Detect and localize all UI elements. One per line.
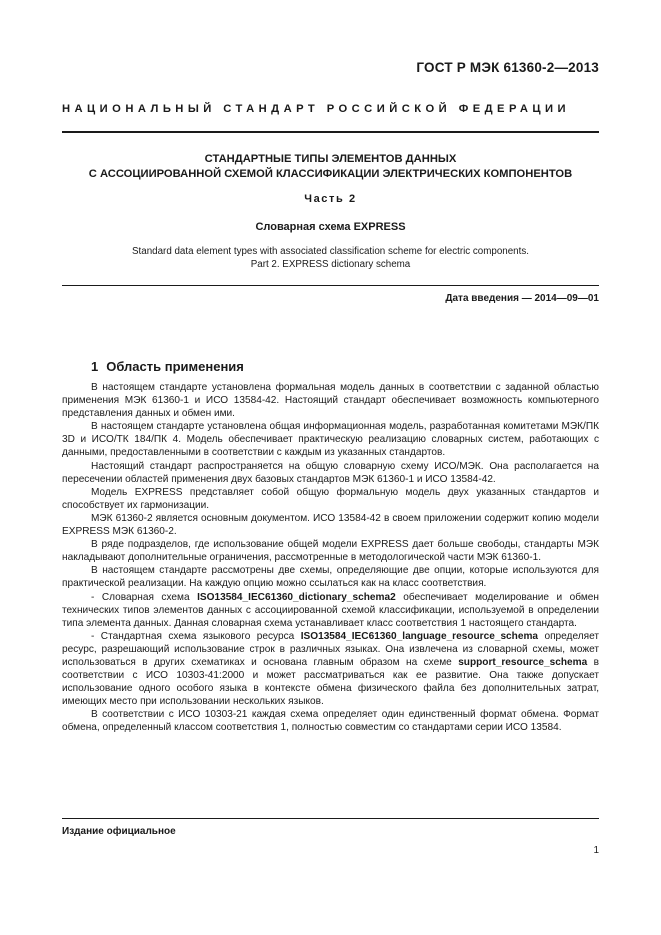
- document-title-en: [62, 245, 599, 271]
- paragraph: В настоящем стандарте установлена общая информационная модель, разработанная комитетами МЭК/ПК 3D и ИСО/ТК 184/ПК 4. Модель обеспечивает практическую реализацию словарных систем, работающих с данными, предоставленными в соответствии с каждым из указанных стандартов.: [62, 421, 599, 459]
- document-title-ru: [62, 152, 599, 181]
- schema-name-support-resource: support_resource_schema: [458, 656, 588, 668]
- paragraph-dictionary-schema: [62, 591, 599, 630]
- section-heading: [91, 359, 244, 374]
- title-ru-line-2: С АССОЦИИРОВАННОЙ СХЕМОЙ КЛАССИФИКАЦИИ ЭЛЕКТРИЧЕСКИХ КОМПОНЕНТОВ: [88, 167, 573, 180]
- text-run: в соответствии с ИСО 10303-41:2000 и может рассматриваться как ее развитие. Она также допускает использование одного особого языка в контексте обмена физического файла без дополнительных затрат, имеющих место при использовании нескольких языков.: [62, 656, 599, 708]
- paragraph: В соответствии с ИСО 10303-21 каждая схема определяет один единственный формат обмена. Формат обмена, определенный классом соответствия 1, полностью совместим со стандартами серии ИСО 13584.: [62, 709, 599, 734]
- footer-divider: [62, 818, 599, 819]
- paragraph: МЭК 61360-2 является основным документом. ИСО 13584-42 в своем приложении содержит копию модели EXPRESS МЭК 61360-2.: [62, 512, 599, 538]
- schema-name-dictionary: ISO13584_IEC61360_dictionary_schema2: [197, 591, 396, 603]
- title-en-line-1: Standard data element types with associated classification scheme for electric components.: [132, 246, 529, 257]
- header-divider: [62, 131, 599, 133]
- schema-title-ru: Словарная схема EXPRESS: [255, 221, 406, 233]
- text-run: - Словарная схема: [91, 591, 198, 603]
- paragraph: В настоящем стандарте установлена формальная модель данных в соответствии с заданной областью применения МЭК 61360-1 и ИСО 13584-42. Настоящий стандарт обеспечивает возможность компьютерного представления данных и обмен ими.: [62, 382, 599, 420]
- schema-name-language-resource: ISO13584_IEC61360_language_resource_schema: [300, 630, 539, 642]
- text-run: обеспечивает моделирование и обмен технических типов элементов данных с ассоциированной схемой классификации, используемой в определении типа элемента данных. Данная словарная схема устанавливает класс соответствия 1 настоящего стандарта.: [62, 591, 599, 629]
- title-divider: [62, 285, 599, 286]
- part-label: Часть 2: [304, 193, 357, 205]
- text-run: - Стандартная схема языкового ресурса: [91, 630, 301, 642]
- gost-code: ГОСТ Р МЭК 61360-2—2013: [416, 60, 599, 75]
- paragraph: Модель EXPRESS представляет собой общую формальную модель двух указанных стандартов и способствует их гармонизации.: [62, 486, 599, 511]
- text-run: определяет ресурс, разрешающий использование строк в различных языках. Она извлечена из словарной схемы, может использоваться в других схематиках и основана главным образом на схеме: [62, 630, 599, 668]
- page-number: 1: [593, 845, 599, 856]
- paragraph-language-resource-schema: [62, 630, 599, 709]
- section-number: 1: [91, 359, 99, 374]
- introduction-date: Дата введения — 2014—09—01: [445, 293, 599, 304]
- paragraph: Настоящий стандарт распространяется на общую словарную схему ИСО/МЭК. Она располагается на пересечении областей применения двух базовых стандартов МЭК 61360-1 и ИСО 13584-42.: [62, 460, 599, 485]
- title-ru-line-1: СТАНДАРТНЫЕ ТИПЫ ЭЛЕМЕНТОВ ДАННЫХ: [204, 153, 457, 165]
- official-edition-label: Издание официальное: [62, 826, 176, 837]
- title-en-line-2: Part 2. EXPRESS dictionary schema: [250, 259, 411, 270]
- section-title: Область применения: [106, 359, 244, 374]
- national-standard-banner: НАЦИОНАЛЬНЫЙ СТАНДАРТ РОССИЙСКОЙ ФЕДЕРАЦИИ: [62, 103, 571, 115]
- section-body: [62, 381, 599, 735]
- paragraph: В ряде подразделов, где использование общей модели EXPRESS дает больше свободы, стандарты МЭК накладывают дополнительные ограничения, рассмотренные в методологической части МЭК 61360-1.: [62, 539, 599, 564]
- paragraph: В настоящем стандарте рассмотрены две схемы, определяющие две опции, которые используются для практической реализации. На каждую опцию можно ссылаться как на класс соответствия.: [62, 565, 599, 590]
